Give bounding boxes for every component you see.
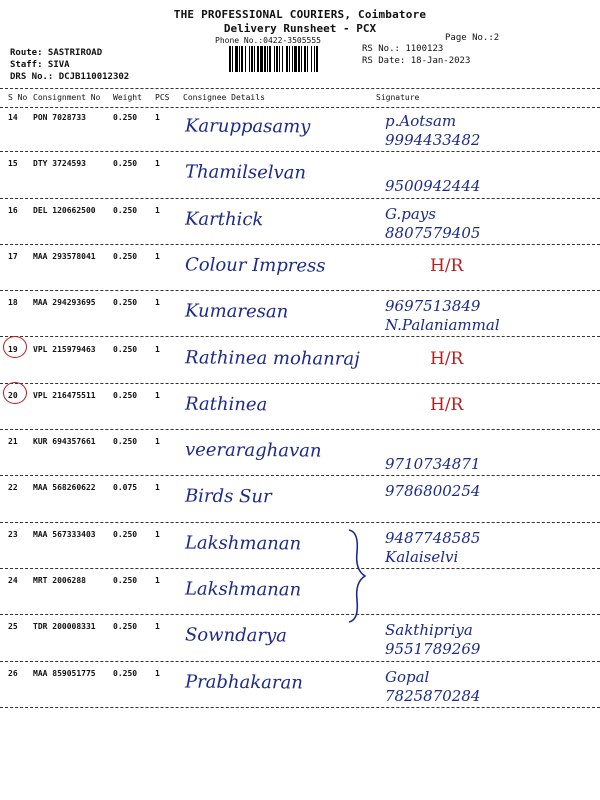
consignee-handwriting: Karuppasamy bbox=[184, 115, 311, 138]
signature-handwriting: 9500942444 bbox=[385, 177, 481, 196]
weight: 0.250 bbox=[113, 668, 138, 678]
pieces: 1 bbox=[155, 622, 160, 632]
serial-number: 24 bbox=[8, 576, 18, 585]
serial-number: 14 bbox=[8, 113, 18, 122]
consignee-handwriting: Thamilselvan bbox=[184, 161, 307, 184]
consignment-number: VPL 216475511 bbox=[33, 390, 96, 400]
brace-mark bbox=[345, 528, 369, 624]
signature-handwriting: 9786800254 bbox=[385, 482, 481, 501]
consignment-number: DEL 120662500 bbox=[33, 205, 96, 215]
serial-number: 21 bbox=[8, 437, 18, 447]
phone-number: Phone No.:0422-3505555 bbox=[215, 36, 321, 45]
serial-number: 26 bbox=[8, 668, 18, 678]
signature-handwriting: H/R bbox=[430, 395, 464, 415]
signature-handwriting: 9487748585 Kalaiselvi bbox=[385, 528, 481, 566]
col-sno: S No bbox=[8, 93, 28, 102]
table-row bbox=[0, 476, 600, 522]
serial-number: 22 bbox=[8, 483, 18, 493]
pieces: 1 bbox=[155, 205, 160, 215]
table-row bbox=[0, 569, 600, 615]
weight: 0.250 bbox=[113, 390, 138, 400]
table-row bbox=[0, 245, 600, 291]
table-row bbox=[0, 430, 600, 476]
signature-handwriting: H/R bbox=[430, 349, 464, 369]
pieces: 1 bbox=[155, 159, 160, 169]
staff: Staff: SIVA bbox=[10, 60, 70, 70]
table-row bbox=[0, 384, 600, 430]
barcode bbox=[229, 46, 353, 72]
consignee-handwriting: Lakshmanan bbox=[184, 532, 302, 555]
table-row bbox=[0, 662, 600, 708]
col-weight: Weight bbox=[113, 93, 142, 102]
consignee-handwriting: Karthick bbox=[184, 208, 264, 230]
weight: 0.250 bbox=[113, 205, 138, 215]
page-number: Page No.:2 bbox=[445, 33, 500, 43]
weight: 0.250 bbox=[113, 529, 138, 539]
circle-mark bbox=[3, 382, 27, 404]
weight: 0.250 bbox=[113, 437, 138, 447]
consignee-handwriting: Lakshmanan bbox=[184, 578, 302, 601]
signature-handwriting: Sakthipriya 9551789269 bbox=[385, 621, 481, 659]
route: Route: SASTRIROAD bbox=[10, 48, 103, 58]
consignment-number: MAA 568260622 bbox=[33, 483, 96, 493]
signature-handwriting: Gopal 7825870284 bbox=[385, 667, 481, 705]
serial-number: 19 bbox=[8, 344, 18, 354]
weight: 0.250 bbox=[113, 251, 138, 261]
weight: 0.250 bbox=[113, 344, 138, 354]
consignment-number: MAA 567333403 bbox=[33, 529, 96, 539]
consignee-handwriting: Rathinea mohanraj bbox=[184, 346, 360, 370]
serial-number: 23 bbox=[8, 529, 18, 539]
consignee-handwriting: Prabhakaran bbox=[184, 671, 303, 694]
consignee-handwriting: veeraraghavan bbox=[184, 439, 322, 462]
pieces: 1 bbox=[155, 668, 160, 678]
company-name: THE PROFESSIONAL COURIERS, Coimbatore bbox=[173, 8, 427, 21]
weight: 0.075 bbox=[113, 483, 138, 493]
signature-handwriting: H/R bbox=[430, 256, 464, 276]
col-consignee: Consignee Details bbox=[183, 93, 265, 102]
runsheet-title: Delivery Runsheet - PCX bbox=[223, 22, 377, 35]
pieces: 1 bbox=[155, 529, 160, 539]
consignee-handwriting: Birds Sur bbox=[184, 486, 272, 508]
col-consignment: Consignment No bbox=[33, 93, 101, 102]
serial-number: 25 bbox=[8, 622, 18, 632]
table-row bbox=[0, 152, 600, 198]
consignment-number: DTY 3724593 bbox=[33, 159, 86, 169]
table-header bbox=[0, 88, 600, 108]
col-pcs: PCS bbox=[155, 93, 170, 102]
consignee-handwriting: Sowndarya bbox=[184, 624, 288, 647]
weight: 0.250 bbox=[113, 159, 138, 169]
rs-number: RS No.: 1100123 bbox=[362, 44, 444, 54]
serial-number: 15 bbox=[8, 159, 18, 169]
consignment-number: PON 7028733 bbox=[33, 113, 86, 122]
pieces: 1 bbox=[155, 576, 160, 585]
rs-date: RS Date: 18-Jan-2023 bbox=[362, 56, 471, 66]
signature-handwriting: 9710734871 bbox=[385, 455, 481, 474]
consignee-handwriting: Colour Impress bbox=[184, 254, 326, 277]
consignment-number: TDR 200008331 bbox=[33, 622, 96, 632]
pieces: 1 bbox=[155, 344, 160, 354]
serial-number: 16 bbox=[8, 205, 18, 215]
signature-handwriting: p.Aotsam 9994433482 bbox=[385, 112, 481, 149]
weight: 0.250 bbox=[113, 298, 138, 308]
table-row bbox=[0, 338, 600, 384]
consignment-number: MAA 859051775 bbox=[33, 668, 96, 678]
signature-handwriting: 9697513849 N.Palaniammal bbox=[385, 297, 500, 335]
pieces: 1 bbox=[155, 483, 160, 493]
pieces: 1 bbox=[155, 298, 160, 308]
drs-number: DRS No.: DCJB110012302 bbox=[10, 72, 130, 82]
table-row bbox=[0, 615, 600, 661]
pieces: 1 bbox=[155, 390, 160, 400]
consignee-handwriting: Kumaresan bbox=[184, 300, 289, 323]
table-row bbox=[0, 523, 600, 569]
serial-number: 17 bbox=[8, 251, 18, 261]
consignment-number: KUR 694357661 bbox=[33, 437, 96, 447]
consignment-number: MAA 293578041 bbox=[33, 251, 96, 261]
table-row bbox=[0, 106, 600, 152]
serial-number: 20 bbox=[8, 390, 18, 400]
serial-number: 18 bbox=[8, 298, 18, 308]
consignee-handwriting: Rathinea bbox=[184, 393, 268, 416]
consignment-number: MAA 294293695 bbox=[33, 298, 96, 308]
table-row bbox=[0, 291, 600, 337]
consignment-number: VPL 215979463 bbox=[33, 344, 96, 354]
weight: 0.250 bbox=[113, 622, 138, 632]
pieces: 1 bbox=[155, 437, 160, 447]
weight: 0.250 bbox=[113, 576, 138, 585]
col-signature: Signature bbox=[376, 93, 420, 102]
signature-handwriting: G.pays 8807579405 bbox=[385, 204, 481, 242]
pieces: 1 bbox=[155, 251, 160, 261]
table-row bbox=[0, 199, 600, 245]
pieces: 1 bbox=[155, 113, 160, 122]
circle-mark bbox=[3, 336, 27, 358]
weight: 0.250 bbox=[113, 113, 138, 122]
consignment-number: MRT 2006288 bbox=[33, 576, 86, 585]
